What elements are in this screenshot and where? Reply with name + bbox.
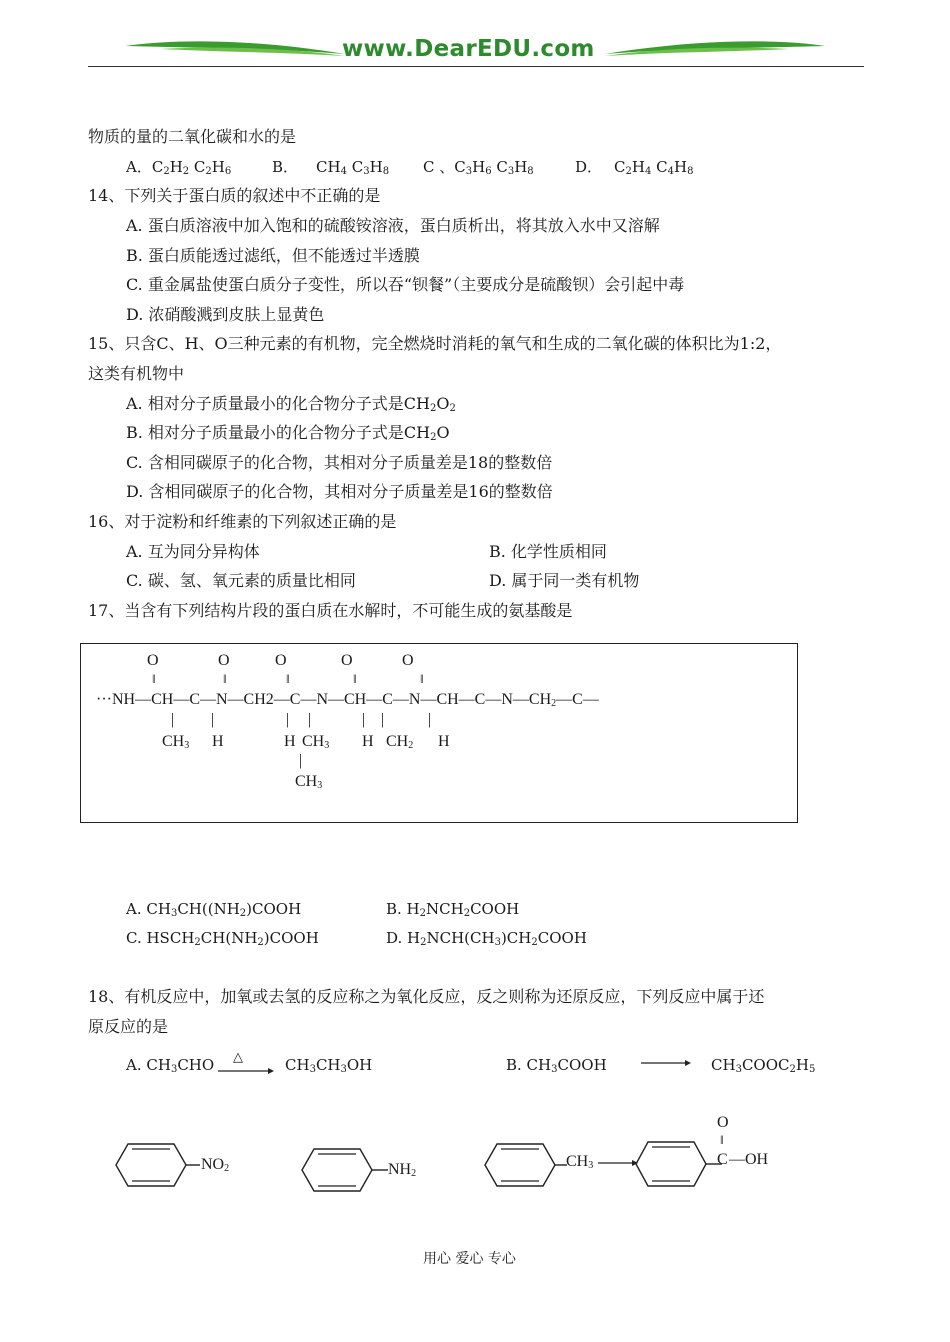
carboxyl-c: C xyxy=(717,1151,728,1168)
q18-stem-line1: 18、有机反应中，加氧或去氢的反应称之为氧化反应，反之则称为还原反应，下列反应中属于还 xyxy=(88,987,765,1006)
substituent-h-3: H xyxy=(362,733,374,750)
substituent-h-4: H xyxy=(438,733,450,750)
q15-option-a: A. 相对分子质量最小的化合物分子式是$CH_2O_2$ xyxy=(126,394,456,414)
header-rule xyxy=(88,66,864,67)
q16-option-c: C. 碳、氢、氧元素的质量比相同 xyxy=(126,571,356,590)
double-bond-5: ‖ xyxy=(420,671,424,686)
q18-stem-line2: 原反应的是 xyxy=(88,1017,169,1036)
q18-b-reactant: B. $CH_3COOH$ xyxy=(506,1056,607,1075)
substituent-ch3-1: $CH_3$ xyxy=(162,733,190,751)
double-bond-3: ‖ xyxy=(286,671,290,686)
site-logo[interactable]: www.DearEDU.com xyxy=(342,36,595,62)
double-bond-2: ‖ xyxy=(223,671,227,686)
q17-option-b: B. $H_2NCH_2COOH$ xyxy=(386,900,520,919)
q17-option-c: C. $HSCH_2CH(NH_2)COOH$ xyxy=(126,929,319,948)
q15-stem-line2: 这类有机物中 xyxy=(88,364,185,383)
substituent-ch2: $CH_2$ xyxy=(386,733,414,751)
q17-option-d: D. $H_2NCH(CH_3)CH_2COOH$ xyxy=(386,929,587,948)
q16-option-d: D. 属于同一类有机物 xyxy=(489,571,640,590)
substituent-h-2: H xyxy=(284,733,296,750)
branch-bar-5: | xyxy=(362,711,366,728)
carbonyl-o-5: O xyxy=(402,652,414,669)
q17-option-a: A. $CH_3CH((NH_2)COOH$ xyxy=(126,900,302,919)
methyl-group: $CH_3$ xyxy=(566,1153,594,1171)
carboxyl-o: O xyxy=(717,1114,729,1131)
q16-option-b: B. 化学性质相同 xyxy=(489,542,607,561)
reaction-arrow-a xyxy=(218,1066,274,1076)
branch-bar-3: | xyxy=(286,711,290,728)
branch-bar-8: | xyxy=(299,752,303,769)
intro-line: 物质的量的二氧化碳和水的是 xyxy=(88,127,297,146)
peptide-chain: $\cdot\cdot\cdot NH—CH—C—N—CH2—C—N—CH—C—N—CH—C—N—CH_2—C—$ xyxy=(96,691,599,709)
q13-option-c: C 、$C_3H_6$ $C_3H_8$ xyxy=(423,158,534,177)
q14-stem: 14、下列关于蛋白质的叙述中不正确的是 xyxy=(88,186,381,205)
benzene-ring-amino xyxy=(298,1145,390,1195)
q15-stem-line1: 15、只含C、H、O三种元素的有机物，完全燃烧时消耗的氧气和生成的二氧化碳的体积比为1:2， xyxy=(88,334,782,353)
q13-option-d: D． $C_2H_4$ $C_4H_8$ xyxy=(575,158,694,177)
branch-bar-6: | xyxy=(381,711,385,728)
carbonyl-o-2: O xyxy=(218,652,230,669)
q13-option-a: A．$C_2H_2$ $C_2H_6$ xyxy=(126,158,232,177)
reaction-arrow-b xyxy=(641,1058,691,1068)
benzene-ring-nitro xyxy=(112,1140,202,1190)
carbonyl-o-4: O xyxy=(341,652,353,669)
q18-a-reactant: A. $CH_3CHO$ xyxy=(126,1056,215,1075)
q18-a-product: $CH_3CH_3OH$ xyxy=(285,1056,373,1075)
page-footer: 用心 爱心 专心 xyxy=(423,1251,516,1267)
q17-stem: 17、当含有下列结构片段的蛋白质在水解时，不可能生成的氨基酸是 xyxy=(88,601,573,620)
amino-group: $NH_2$ xyxy=(388,1161,417,1179)
double-bond-4: ‖ xyxy=(353,671,357,686)
q15-option-b: B. 相对分子质量最小的化合物分子式是$CH_2O$ xyxy=(126,423,450,443)
header-left-swoosh xyxy=(120,34,350,64)
q16-option-a: A. 互为同分异构体 xyxy=(126,542,260,561)
carboxyl-double-bond: ‖ xyxy=(720,1132,724,1147)
q14-option-a: A. 蛋白质溶液中加入饱和的硫酸铵溶液，蛋白质析出，将其放入水中又溶解 xyxy=(126,216,660,235)
heat-condition-symbol: △ xyxy=(233,1050,243,1065)
q15-option-d: D. 含相同碳原子的化合物，其相对分子质量差是16的整数倍 xyxy=(126,482,553,501)
branch-bar-1: | xyxy=(171,711,175,728)
branch-bar-7: | xyxy=(428,711,432,728)
q14-option-b: B. 蛋白质能透过滤纸，但不能透过半透膜 xyxy=(126,246,420,265)
q16-stem: 16、对于淀粉和纤维素的下列叙述正确的是 xyxy=(88,512,397,531)
benzene-ring-toluene xyxy=(481,1140,571,1190)
q15-option-c: C. 含相同碳原子的化合物，其相对分子质量差是18的整数倍 xyxy=(126,453,553,472)
substituent-h-1: H xyxy=(212,733,224,750)
q18-b-product: $CH_3COOC_2H_5$ xyxy=(711,1056,816,1075)
q14-option-c: C. 重金属盐使蛋白质分子变性，所以吞“钡餐”（主要成分是硫酸钡）会引起中毒 xyxy=(126,275,685,294)
branch-bar-4: | xyxy=(308,711,312,728)
substituent-ch3-3: $CH_3$ xyxy=(295,773,323,791)
double-bond-1: ‖ xyxy=(152,671,156,686)
nitro-group: $NO_2$ xyxy=(201,1156,230,1174)
q14-option-d: D. 浓硝酸溅到皮肤上显黄色 xyxy=(126,305,325,324)
substituent-ch3-2: $CH_3$ xyxy=(302,733,330,751)
carbonyl-o-1: O xyxy=(147,652,159,669)
q13-option-b: B． $CH_4$ $C_3H_8$ xyxy=(272,158,390,177)
branch-bar-2: | xyxy=(211,711,215,728)
carboxyl-oh: —OH xyxy=(729,1151,769,1168)
benzene-ring-benzoic xyxy=(632,1138,724,1190)
header-right-swoosh xyxy=(600,34,830,64)
carbonyl-o-3: O xyxy=(275,652,287,669)
